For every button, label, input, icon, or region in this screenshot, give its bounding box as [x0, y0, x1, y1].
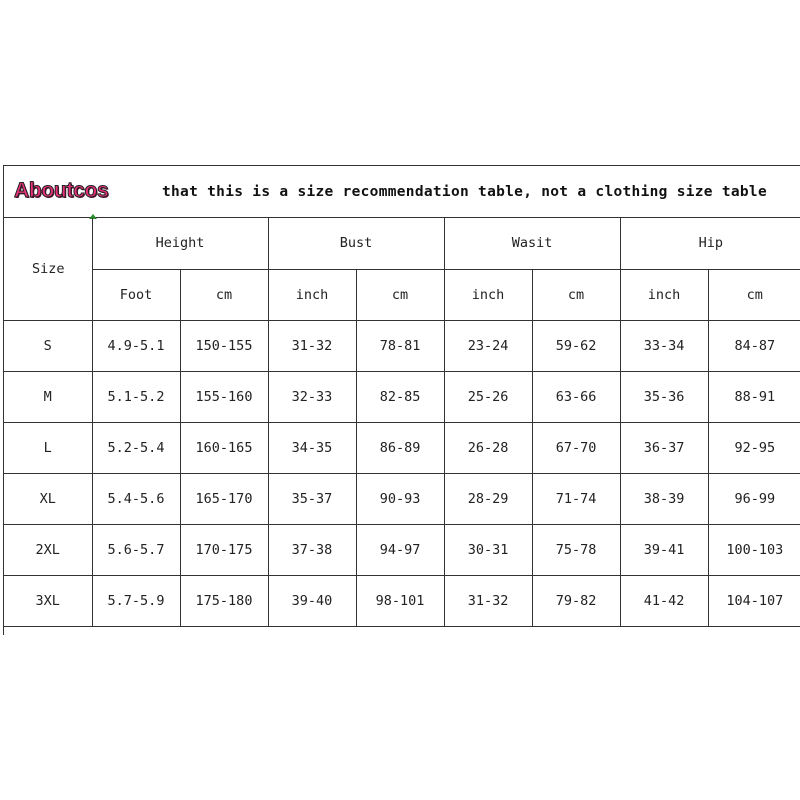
table-cell: 35-37 — [268, 473, 356, 524]
table-cell: 38-39 — [620, 473, 708, 524]
table-cell: 96-99 — [708, 473, 800, 524]
size-label: 3XL — [4, 575, 92, 626]
unit-header: cm — [180, 269, 268, 320]
table-cell: 30-31 — [444, 524, 532, 575]
size-table — [4, 218, 800, 627]
size-label: L — [4, 422, 92, 473]
header-bust: Bust — [268, 218, 444, 269]
table-cell: 100-103 — [708, 524, 800, 575]
header-size: Size — [4, 218, 92, 320]
table-cell: 32-33 — [268, 371, 356, 422]
table-cell: 35-36 — [620, 371, 708, 422]
table-cell: 63-66 — [532, 371, 620, 422]
table-row — [4, 473, 800, 524]
table-cell: 160-165 — [180, 422, 268, 473]
table-cell: 5.4-5.6 — [92, 473, 180, 524]
table-cell: 4.9-5.1 — [92, 320, 180, 371]
table-cell: 5.2-5.4 — [92, 422, 180, 473]
table-cell: 78-81 — [356, 320, 444, 371]
table-cell: 104-107 — [708, 575, 800, 626]
brand-logo: Aboutcos — [14, 179, 109, 202]
table-cell: 175-180 — [180, 575, 268, 626]
table-cell: 41-42 — [620, 575, 708, 626]
table-cell: 28-29 — [444, 473, 532, 524]
unit-header: cm — [356, 269, 444, 320]
table-cell: 150-155 — [180, 320, 268, 371]
table-cell: 165-170 — [180, 473, 268, 524]
table-row — [4, 524, 800, 575]
table-cell: 86-89 — [356, 422, 444, 473]
table-cell: 98-101 — [356, 575, 444, 626]
header-height: Height — [92, 218, 268, 269]
table-cell: 5.6-5.7 — [92, 524, 180, 575]
table-cell: 82-85 — [356, 371, 444, 422]
table-cell: 5.7-5.9 — [92, 575, 180, 626]
table-cell: 90-93 — [356, 473, 444, 524]
size-label: S — [4, 320, 92, 371]
table-cell: 155-160 — [180, 371, 268, 422]
size-label: XL — [4, 473, 92, 524]
table-cell: 31-32 — [268, 320, 356, 371]
table-cell: 71-74 — [532, 473, 620, 524]
table-cell: 59-62 — [532, 320, 620, 371]
table-cell: 26-28 — [444, 422, 532, 473]
table-cell: 84-87 — [708, 320, 800, 371]
size-chart — [3, 165, 800, 635]
table-cell: 39-40 — [268, 575, 356, 626]
table-row — [4, 422, 800, 473]
table-cell: 5.1-5.2 — [92, 371, 180, 422]
table-cell: 75-78 — [532, 524, 620, 575]
notice-text: that this is a size recommendation table, not a clothing size table — [162, 184, 767, 200]
table-cell: 36-37 — [620, 422, 708, 473]
table-cell: 88-91 — [708, 371, 800, 422]
header-hip: Hip — [620, 218, 800, 269]
header-group-row — [4, 218, 800, 269]
unit-header: inch — [268, 269, 356, 320]
table-row — [4, 371, 800, 422]
table-cell: 33-34 — [620, 320, 708, 371]
unit-header: cm — [708, 269, 800, 320]
size-label: M — [4, 371, 92, 422]
table-cell: 23-24 — [444, 320, 532, 371]
table-row — [4, 575, 800, 626]
table-cell: 67-70 — [532, 422, 620, 473]
table-cell: 94-97 — [356, 524, 444, 575]
header-waist: Wasit — [444, 218, 620, 269]
banner — [4, 166, 800, 218]
table-cell: 39-41 — [620, 524, 708, 575]
unit-header: inch — [444, 269, 532, 320]
table-cell: 170-175 — [180, 524, 268, 575]
table-cell: 79-82 — [532, 575, 620, 626]
unit-header: Foot — [92, 269, 180, 320]
table-cell: 92-95 — [708, 422, 800, 473]
header-unit-row — [4, 269, 800, 320]
table-cell: 37-38 — [268, 524, 356, 575]
table-cell: 25-26 — [444, 371, 532, 422]
table-cell: 31-32 — [444, 575, 532, 626]
size-label: 2XL — [4, 524, 92, 575]
table-cell: 34-35 — [268, 422, 356, 473]
table-row — [4, 320, 800, 371]
unit-header: inch — [620, 269, 708, 320]
unit-header: cm — [532, 269, 620, 320]
